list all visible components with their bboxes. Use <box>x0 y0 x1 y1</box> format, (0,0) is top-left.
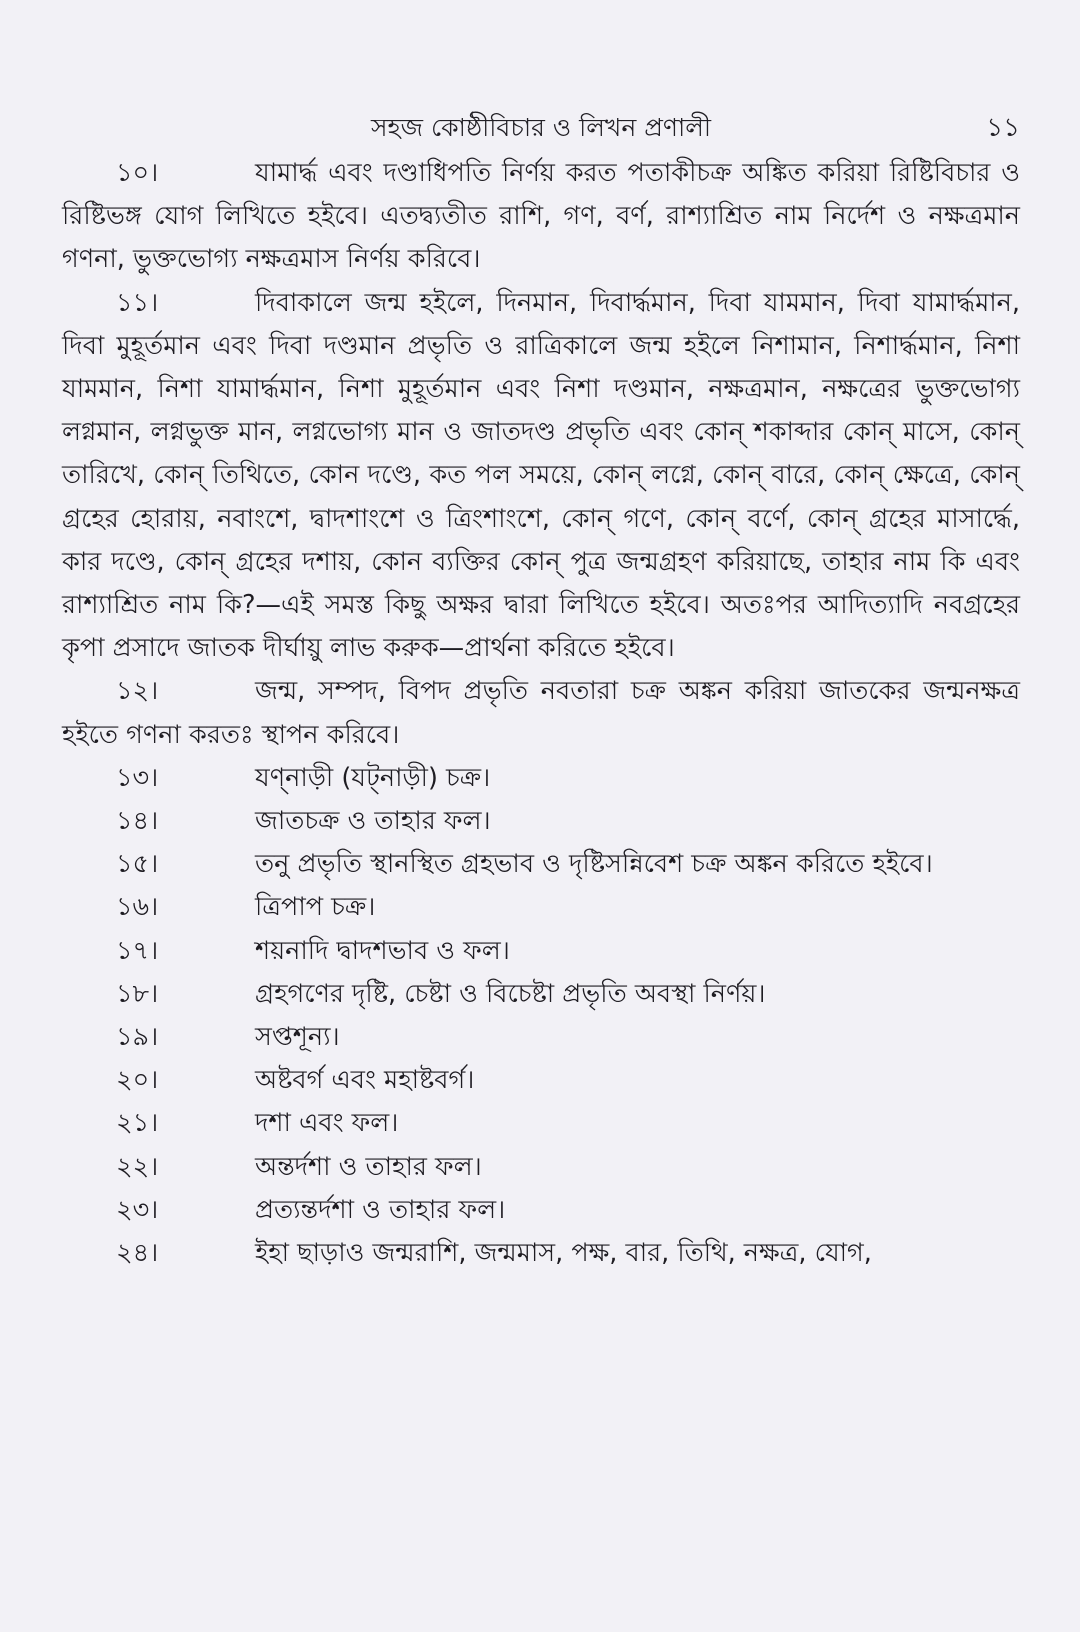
item-number: ২৩। <box>116 1194 159 1225</box>
item-text: গ্রহগণের দৃষ্টি, চেষ্টা ও বিচেষ্টা প্রভৃতি অবস্থা নির্ণয়। <box>255 978 766 1009</box>
item-number: ১৭। <box>116 935 159 966</box>
item-number: ১৩। <box>116 762 159 793</box>
list-item-11 <box>62 282 1020 671</box>
list-item-22 <box>62 1146 1020 1189</box>
page-body <box>62 152 1020 1275</box>
list-item-12 <box>62 670 1020 756</box>
item-text: যণ্নাড়ী (যট্নাড়ী) চক্র। <box>255 762 491 793</box>
item-number: ১১। <box>116 287 159 318</box>
item-number: ২২। <box>116 1151 159 1182</box>
item-text: তনু প্রভৃতি স্থানস্থিত গ্রহভাব ও দৃষ্টিসন্নিবেশ চক্র অঙ্কন করিতে হইবে। <box>255 849 933 880</box>
item-number: ২০। <box>116 1065 159 1096</box>
list-item-13 <box>62 757 1020 800</box>
item-text: ত্রিপাপ চক্র। <box>255 892 376 923</box>
item-text: জন্ম, সম্পদ, বিপদ প্রভৃতি নবতারা চক্র অঙ্কন করিয়া জাতকের জন্মনক্ষত্র হইতে গণনা করতঃ স্থাপন করিবে। <box>62 676 1020 750</box>
item-number: ১৪। <box>116 806 159 837</box>
list-item-21 <box>62 1102 1020 1145</box>
item-number: ১২। <box>116 676 159 707</box>
item-text: জাতচক্র ও তাহার ফল। <box>255 806 491 837</box>
page-number: ১১ <box>986 113 1020 143</box>
item-text: দিবাকালে জন্ম হইলে, দিনমান, দিবার্দ্ধমান, দিবা যামমান, দিবা যামার্দ্ধমান, দিবা মুহূর্তমান এবং দিবা দণ্ডমান প্রভৃতি ও রাত্রিকালে জন্ম হইলে নিশামান, নিশার্দ্ধমান, নিশা যামমান, নিশা যামার্দ্ধমান, নিশা মুহূর্তমান এবং নিশা দণ্ডমান, নক্ষত্রমান, নক্ষত্রের ভুক্তভোগ্য লগ্নমান, লগ্নভুক্ত মান, লগ্নভোগ্য মান ও জাতদণ্ড প্রভৃতি এবং কোন্ শকাব্দার কোন্ মাসে, কোন্ তারিখে, কোন্ তিথিতে, কোন দণ্ডে, কত পল সময়ে, কোন্ লগ্নে, কোন্ বারে, কোন্ ক্ষেত্রে, কোন্ গ্রহের হোরায়, নবাংশে, দ্বাদশাংশে ও ত্রিংশাংশে, কোন্ গণে, কোন্ বর্ণে, কোন্ গ্রহের মাসার্দ্ধে, কার দণ্ডে, কোন্ গ্রহের দশায়, কোন ব্যক্তির কোন্ পুত্র জন্মগ্রহণ করিয়াছে, তাহার নাম কি এবং রাশ্যাশ্রিত নাম কি?—এই সমস্ত কিছু অক্ষর দ্বারা লিখিতে হইবে। অতঃপর আদিত্যাদি নবগ্রহের কৃপা প্রসাদে জাতক দীর্ঘায়ু লাভ করুক—প্রার্থনা করিতে হইবে। <box>62 287 1020 664</box>
list-item-23 <box>62 1189 1020 1232</box>
item-text: শয়নাদি দ্বাদশভাব ও ফল। <box>255 935 510 966</box>
page-title: সহজ কোষ্ঠীবিচার ও লিখন প্রণালী <box>370 113 711 142</box>
item-text: দশা এবং ফল। <box>255 1108 399 1139</box>
item-text: প্রত্যন্তর্দশা ও তাহার ফল। <box>255 1194 506 1225</box>
list-item-20 <box>62 1059 1020 1102</box>
running-header <box>62 106 1020 150</box>
list-item-24 <box>62 1232 1020 1275</box>
item-number: ২১। <box>116 1108 159 1139</box>
list-item-14 <box>62 800 1020 843</box>
item-text: অন্তর্দশা ও তাহার ফল। <box>255 1151 482 1182</box>
item-number: ১৬। <box>116 892 159 923</box>
list-item-10 <box>62 152 1020 282</box>
item-text: সপ্তশূন্য। <box>255 1022 340 1053</box>
item-number: ২৪। <box>116 1238 159 1269</box>
list-item-16 <box>62 886 1020 929</box>
item-number: ১০। <box>116 158 159 188</box>
list-item-18 <box>62 973 1020 1016</box>
item-number: ১৮। <box>116 978 159 1009</box>
item-number: ১৫। <box>116 849 159 880</box>
list-item-17 <box>62 930 1020 973</box>
item-text: যামার্দ্ধ এবং দণ্ডাধিপতি নির্ণয় করত পতাকীচক্র অঙ্কিত করিয়া রিষ্টিবিচার ও রিষ্টিভঙ্গ যোগ লিখিতে হইবে। এতদ্ব্যতীত রাশি, গণ, বর্ণ, রাশ্যাশ্রিত নাম নির্দেশ ও নক্ষত্রমান গণনা, ভুক্তভোগ্য নক্ষত্রমাস নির্ণয় করিবে। <box>62 158 1020 275</box>
list-item-15 <box>62 843 1020 886</box>
item-number: ১৯। <box>116 1022 159 1053</box>
item-text: ইহা ছাড়াও জন্মরাশি, জন্মমাস, পক্ষ, বার, তিথি, নক্ষত্র, যোগ, <box>255 1238 872 1269</box>
item-text: অষ্টবর্গ এবং মহাষ্টবর্গ। <box>255 1065 475 1096</box>
list-item-19 <box>62 1016 1020 1059</box>
